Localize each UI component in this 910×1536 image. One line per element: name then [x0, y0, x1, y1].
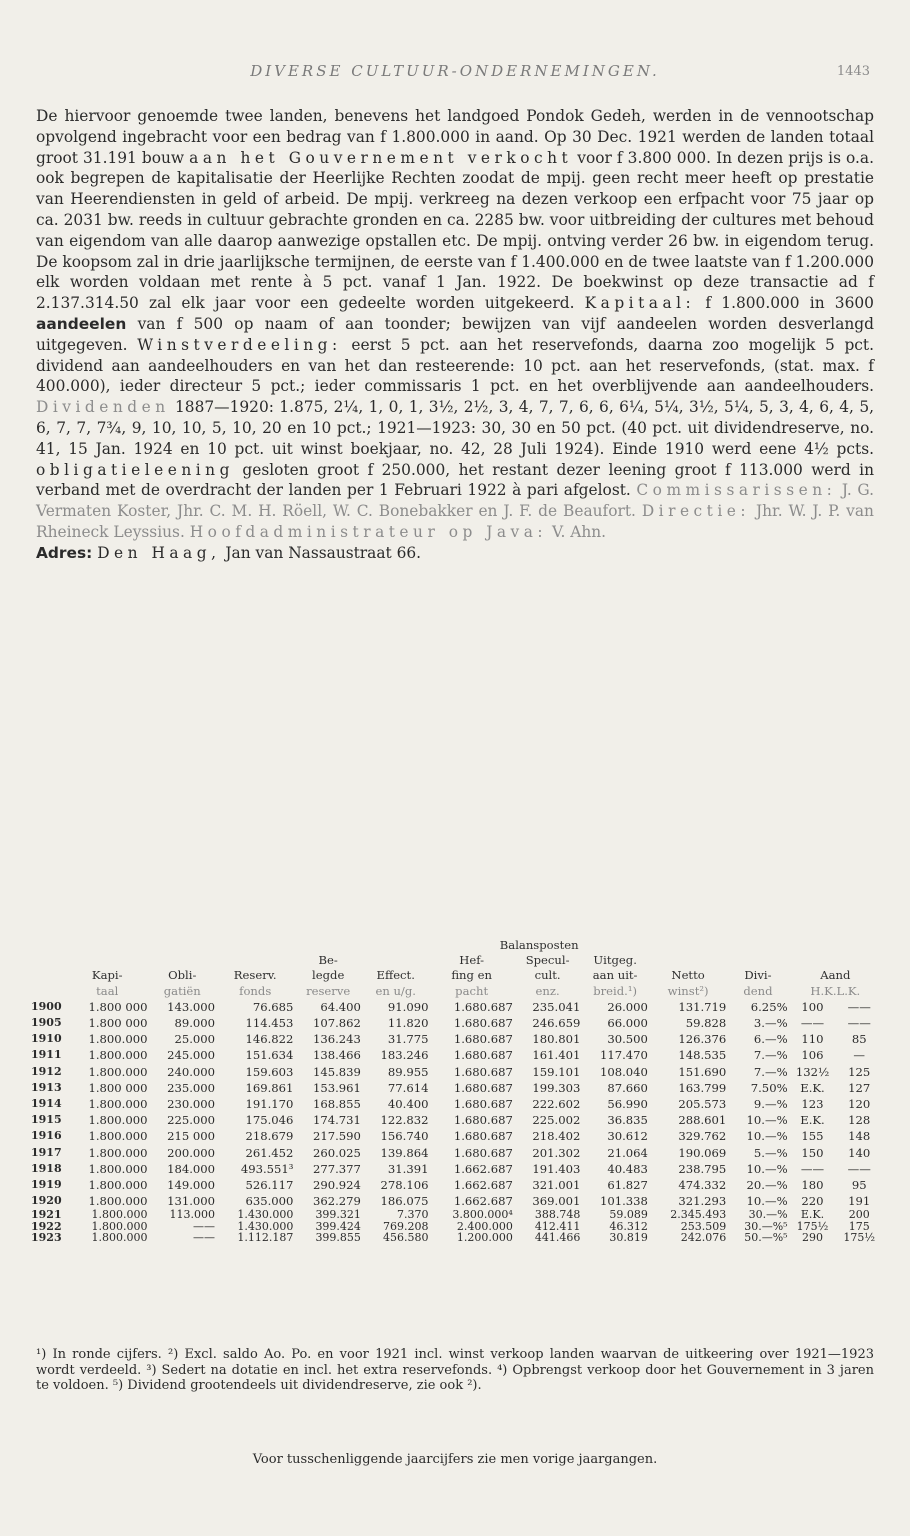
table-cell: 3.800.000⁴: [452, 1208, 513, 1222]
table-cell: 242.076: [680, 1231, 727, 1245]
table-cell: 9.—%: [753, 1097, 788, 1112]
table-cell: 127: [848, 1080, 871, 1095]
year-cell: 1915: [31, 1113, 62, 1127]
year-cell: 1919: [31, 1178, 62, 1192]
table-cell: 122.832: [380, 1113, 429, 1128]
table-cell: 153.961: [312, 1080, 361, 1095]
section-label-winstverdeeling: Winstverdeeling:: [137, 335, 342, 354]
table-header: [30, 938, 882, 999]
footnotes: [36, 1347, 874, 1394]
table-cell: 10.—%: [746, 1129, 788, 1144]
header-cell: [30, 953, 66, 968]
table-cell: 20.—%: [746, 1178, 788, 1193]
table-cell: 222.602: [532, 1097, 581, 1112]
section-label-hoofdadministrateur: Hoofdadministrateur op Java:: [189, 522, 548, 541]
header-cell: cult.: [534, 968, 561, 983]
table-cell: 125: [848, 1064, 871, 1079]
table-cell: 1.662.687: [453, 1161, 513, 1176]
table-cell: 149.000: [167, 1178, 216, 1193]
address-city: Den Haag,: [97, 543, 221, 562]
table-cell: 106: [801, 1048, 824, 1063]
header-cell: pacht: [455, 983, 489, 998]
year-cell: 1914: [31, 1097, 62, 1111]
table-cell: 217.590: [312, 1129, 361, 1144]
table-cell: 2.400.000: [456, 1219, 513, 1233]
table-cell: 1.680.687: [453, 1080, 513, 1095]
address-label: Adres:: [36, 543, 93, 562]
text-segment: J. G. Vermaten Koster, Jhr. C. M. H. Röell, W. C. Bonebakker en J. F. de Beaufort.: [36, 481, 874, 521]
header-row: [30, 968, 882, 983]
year-cell: 1916: [31, 1129, 62, 1143]
header-cell: Obli-: [168, 968, 197, 983]
table-cell: 225.000: [167, 1113, 216, 1128]
spaced-phrase: aan het Gouvernement verkocht: [189, 148, 573, 167]
header-cell: [649, 938, 882, 953]
table-cell: ——: [800, 1016, 825, 1031]
description-paragraph: [36, 106, 874, 564]
header-cell: [789, 953, 882, 968]
company-description: [36, 106, 874, 564]
table-cell: 1.800 000: [88, 999, 148, 1014]
table-cell: 199.303: [532, 1080, 581, 1095]
table-cell: 30.612: [607, 1129, 648, 1144]
header-cell: fing en: [451, 968, 492, 983]
header-cell: H.K.L.K.: [810, 983, 861, 998]
table-cell: —: [853, 1048, 865, 1063]
table-cell: 89.955: [387, 1064, 429, 1079]
table-cell: ——: [193, 1219, 216, 1233]
table-cell: 148: [848, 1129, 871, 1144]
header-cell: Be-: [318, 953, 338, 968]
table-cell: 36.835: [607, 1113, 648, 1128]
table-cell: 120: [848, 1097, 871, 1112]
table-cell: 30.819: [609, 1231, 648, 1245]
table-cell: 175½: [843, 1231, 876, 1245]
table-cell: 238.795: [678, 1161, 727, 1176]
header-cell: Specul-: [525, 953, 570, 968]
table-cell: 175½: [796, 1219, 829, 1233]
table-cell: 1.800.000: [88, 1097, 148, 1112]
running-title: DIVERSE CULTUUR-ONDERNEMINGEN.: [250, 62, 660, 80]
table-cell: 1.680.687: [453, 1097, 513, 1112]
table-cell: 30.500: [607, 1032, 648, 1047]
table-cell: 7.370: [396, 1208, 429, 1222]
table-cell: 493.551³: [240, 1161, 294, 1176]
table-cell: 151.690: [678, 1064, 727, 1079]
table-cell: 174.731: [312, 1113, 361, 1128]
table-cell: 1.680.687: [453, 1129, 513, 1144]
header-cell: Kapi-: [91, 968, 123, 983]
table-cell: 1.662.687: [453, 1194, 513, 1209]
table-cell: 10.—%: [746, 1194, 788, 1209]
table-cell: 110: [801, 1032, 824, 1047]
table-cell: 123: [801, 1097, 824, 1112]
text-segment: eerst 5 pct. aan het reservefonds, daarna zoo mogelijk 5 pct. dividend aan aandeelhouders en van het dan resteerende: 10 pct. aan het reservefonds, (stat. max. f 400.000), ieder directeur 5 pct.; ieder commissaris 1 pct. en het overblijvende aan aandeelhouders.: [36, 335, 874, 396]
table-cell: 7.—%: [753, 1064, 788, 1079]
table-cell: 156.740: [380, 1129, 429, 1144]
table-cell: 113.000: [169, 1208, 216, 1222]
table-row: [30, 1031, 882, 1047]
text-segment: De hiervoor genoemde twee landen, benevens het landgoed Pondok Gedeh, werden in de vennootschap opvolgend ingebracht voor een bedrag van f 1.800.000 in aand. Op 30 Dec. 1921 werden de landen totaal groot 31.191 bouw: [36, 107, 874, 167]
header-cell: [649, 953, 727, 968]
table-cell: 7.—%: [753, 1048, 788, 1063]
table-cell: 25.000: [174, 1032, 216, 1047]
table-cell: 2.345.493: [670, 1208, 727, 1222]
year-cell: 1921: [31, 1208, 62, 1222]
text-segment: Jhr. W. J. P. van Rheineck Leyssius.: [36, 502, 874, 541]
table-cell: 30.—%⁵: [744, 1219, 788, 1233]
table-cell: 1.680.687: [453, 1145, 513, 1160]
table-cell: 1.800.000: [88, 1113, 148, 1128]
header-cell: [216, 953, 294, 968]
table-cell: 117.470: [599, 1048, 648, 1063]
table-cell: 277.377: [312, 1161, 361, 1176]
table-row: [30, 1096, 882, 1112]
table-cell: 168.855: [312, 1097, 361, 1112]
table-cell: 526.117: [245, 1178, 294, 1193]
table-cell: 191.403: [532, 1161, 581, 1176]
table-cell: 1.800.000: [88, 1178, 148, 1193]
header-cell: Hef-: [459, 953, 485, 968]
table-cell: 76.685: [252, 999, 294, 1014]
table-cell: 474.332: [678, 1178, 727, 1193]
table-cell: ——: [847, 999, 871, 1014]
table-cell: 46.312: [609, 1219, 648, 1233]
table-cell: 101.338: [599, 1194, 648, 1209]
table-cell: 290: [802, 1231, 823, 1245]
table-cell: 126.376: [678, 1032, 727, 1047]
header-cell: fonds: [239, 983, 272, 998]
header-cell: taal: [96, 983, 119, 998]
header-cell: [30, 938, 429, 953]
table-cell: 161.401: [532, 1048, 581, 1063]
table-cell: 30.—%: [748, 1208, 788, 1222]
table-cell: 89.000: [174, 1016, 216, 1031]
year-cell: 1913: [31, 1080, 62, 1094]
table-cell: 21.064: [607, 1145, 648, 1160]
section-label-directie: Directie:: [641, 502, 751, 521]
year-cell: 1905: [31, 1016, 62, 1030]
table-cell: 260.025: [312, 1145, 361, 1160]
table-cell: 1.200.000: [456, 1231, 513, 1245]
table-cell: 163.799: [678, 1080, 727, 1095]
table-cell: 399.855: [315, 1231, 361, 1245]
table-cell: 61.827: [607, 1178, 648, 1193]
table-cell: 40.483: [607, 1161, 648, 1176]
table-cell: 218.679: [245, 1129, 294, 1144]
year-cell: 1910: [31, 1032, 62, 1046]
table-cell: 100: [801, 999, 824, 1014]
table-cell: 175: [848, 1219, 870, 1233]
balance-table-container: [30, 938, 882, 1244]
header-cell: enz.: [535, 983, 560, 998]
table-cell: 278.106: [380, 1178, 429, 1193]
table-cell: 6.25%: [750, 999, 788, 1014]
table-cell: 136.243: [312, 1032, 361, 1047]
section-label-obligatieleening: obligatieleening: [36, 460, 234, 479]
table-cell: 635.000: [245, 1194, 294, 1209]
table-cell: 1.800.000: [88, 1064, 148, 1079]
table-cell: 245.000: [167, 1048, 216, 1063]
table-cell: ——: [847, 1161, 871, 1176]
table-cell: 201.302: [532, 1145, 581, 1160]
text-segment: f 1.800.000 in 3600: [705, 294, 874, 313]
table-cell: 159.101: [532, 1064, 581, 1079]
text-segment: gesloten groot f 250.000, het restant dezer leening groot f 113.000 werd in verband met de overdracht der landen per 1 Februari 1922 à pari afgelost.: [36, 460, 874, 500]
table-cell: 150: [801, 1145, 824, 1160]
running-header: [0, 62, 910, 86]
table-cell: 107.862: [312, 1016, 361, 1031]
header-cell: aan uit-: [592, 968, 638, 983]
table-cell: 321.293: [678, 1194, 727, 1209]
table-cell: 288.601: [678, 1113, 727, 1128]
table-cell: 205.573: [678, 1097, 727, 1112]
table-cell: 143.000: [167, 999, 216, 1014]
table-cell: 1.680.687: [453, 999, 513, 1014]
table-cell: 146.822: [245, 1032, 294, 1047]
page-number: 1443: [836, 64, 870, 79]
table-cell: 145.839: [312, 1064, 361, 1079]
table-cell: 95: [851, 1178, 867, 1193]
header-cell: legde: [312, 968, 345, 983]
table-cell: 290.924: [312, 1178, 361, 1193]
table-cell: 180: [801, 1178, 824, 1193]
table-cell: 388.748: [534, 1208, 581, 1222]
table-cell: 230.000: [167, 1097, 216, 1112]
table-row: [30, 1064, 882, 1080]
table-cell: 1.800 000: [88, 1080, 148, 1095]
table-cell: 5.—%: [753, 1145, 788, 1160]
table-cell: 399.321: [315, 1208, 361, 1222]
table-cell: E.K.: [800, 1080, 825, 1095]
table-cell: 148.535: [678, 1048, 727, 1063]
table-cell: 56.990: [607, 1097, 648, 1112]
header-cell: Effect.: [376, 968, 415, 983]
table-cell: 59.089: [609, 1208, 648, 1222]
table-cell: 138.466: [312, 1048, 361, 1063]
table-row: [30, 1080, 882, 1096]
year-cell: 1918: [31, 1161, 62, 1175]
table-cell: 186.075: [380, 1194, 429, 1209]
table-cell: 11.820: [387, 1016, 429, 1031]
table-cell: 215 000: [167, 1129, 216, 1144]
table-row: [30, 1015, 882, 1031]
table-cell: 412.411: [534, 1219, 581, 1233]
table-cell: 369.001: [532, 1194, 581, 1209]
header-cell: Netto: [671, 968, 705, 983]
table-cell: ——: [847, 1016, 871, 1031]
table-cell: 1.800.000: [88, 1129, 148, 1144]
table-cell: 10.—%: [746, 1113, 788, 1128]
header-row: [30, 984, 882, 999]
section-label-commissarissen: Commissarissen:: [636, 481, 837, 500]
table-cell: 362.279: [312, 1194, 361, 1209]
table-cell: 1.800.000: [91, 1231, 148, 1245]
table-cell: 190.069: [678, 1145, 727, 1160]
table-cell: 1.680.687: [453, 1048, 513, 1063]
table-cell: 3.—%: [753, 1016, 788, 1031]
table-cell: 139.864: [380, 1145, 429, 1160]
header-cell: reserve: [306, 983, 351, 998]
table-cell: 220: [801, 1194, 824, 1209]
table-row: [30, 1128, 882, 1144]
table-cell: 108.040: [599, 1064, 648, 1079]
footnote-text: ¹) In ronde cijfers. ²) Excl. saldo Ao. Po. en voor 1921 incl. winst verkoop landen waarvan de uitkeering over 1921—1923 wordt verdeeld. ³) Sedert na dotatie en incl. het extra reservefonds. ⁴) Opbrengst verkoop door het Gouvernement in 3 jaren te voldoen. ⁵) Dividend grootendeels uit dividendreserve, zie ook ²).: [36, 1347, 874, 1394]
table-cell: 1.680.687: [453, 1032, 513, 1047]
table-cell: 59.828: [685, 1016, 727, 1031]
table-cell: 1.800 000: [88, 1016, 148, 1031]
table-cell: 1.800.000: [88, 1032, 148, 1047]
header-row: [30, 938, 882, 953]
table-cell: 1.680.687: [453, 1016, 513, 1031]
closing-note: Voor tusschenliggende jaarcijfers zie men vorige jaargangen.: [252, 1452, 658, 1467]
bold-term-aandeelen: aandeelen: [36, 314, 127, 333]
table-cell: 235.041: [532, 999, 581, 1014]
table-cell: 151.634: [245, 1048, 294, 1063]
table-cell: 131.719: [678, 999, 727, 1014]
table-cell: 456.580: [382, 1231, 429, 1245]
table-cell: 240.000: [167, 1064, 216, 1079]
table-cell: 85: [851, 1032, 867, 1047]
table-cell: 225.002: [532, 1113, 581, 1128]
table-cell: 200.000: [167, 1145, 216, 1160]
table-cell: 64.400: [320, 999, 361, 1014]
table-cell: 246.659: [532, 1016, 581, 1031]
address-street: Jan van Nassaustraat 66.: [225, 543, 422, 562]
year-cell: 1912: [31, 1064, 62, 1078]
header-cell: [30, 968, 66, 983]
table-cell: 1.800.000: [91, 1219, 148, 1233]
table-cell: 183.246: [380, 1048, 429, 1063]
table-row: [30, 1112, 882, 1128]
year-cell: 1900: [31, 999, 62, 1013]
table-cell: 10.—%: [746, 1161, 788, 1176]
section-label-kapitaal: Kapitaal:: [584, 294, 696, 313]
table-cell: 1.662.687: [453, 1178, 513, 1193]
table-cell: 1.800.000: [88, 1161, 148, 1176]
table-cell: 180.801: [532, 1032, 581, 1047]
table-cell: 321.001: [532, 1178, 581, 1193]
header-cell: breid.¹): [593, 983, 638, 998]
header-cell: Aand: [820, 968, 851, 983]
table-cell: 1.430.000: [237, 1219, 294, 1233]
table-cell: 169.861: [245, 1080, 294, 1095]
table-cell: 769.208: [382, 1219, 429, 1233]
table-cell: 7.50%: [750, 1080, 788, 1095]
table-cell: 261.452: [245, 1145, 294, 1160]
table-cell: 399.424: [315, 1219, 361, 1233]
table-cell: 91.090: [387, 999, 429, 1014]
table-cell: 1.680.687: [453, 1113, 513, 1128]
table-cell: 26.000: [607, 999, 648, 1014]
table-cell: 40.400: [387, 1097, 429, 1112]
text-segment: van f 500 op naam of aan toonder; bewijzen van vijf aandeelen worden desverlangd uitgegeven.: [36, 314, 874, 354]
table-row: [30, 1232, 882, 1244]
header-cell: gatiën: [163, 983, 201, 998]
header-cell: [727, 953, 788, 968]
header-cell: [66, 953, 148, 968]
table-cell: 87.660: [607, 1080, 648, 1095]
table-cell: 218.402: [532, 1129, 581, 1144]
table-cell: 31.775: [387, 1032, 429, 1047]
table-row: [30, 1161, 882, 1177]
table-cell: 1.800.000: [88, 1194, 148, 1209]
year-cell: 1923: [31, 1231, 62, 1245]
table-cell: E.K.: [800, 1208, 825, 1222]
table-cell: 77.614: [387, 1080, 429, 1095]
table-cell: 114.453: [245, 1016, 294, 1031]
table-cell: 1.430.000: [237, 1208, 294, 1222]
table-cell: 66.000: [607, 1016, 648, 1031]
table-cell: 6.—%: [753, 1032, 788, 1047]
table-row: [30, 1193, 882, 1209]
table-cell: 31.391: [387, 1161, 429, 1176]
table-cell: 1.800.000: [88, 1145, 148, 1160]
table-cell: 329.762: [678, 1129, 727, 1144]
table-cell: 253.509: [680, 1219, 727, 1233]
table-cell: 1.680.687: [453, 1064, 513, 1079]
header-cell: dend: [743, 983, 773, 998]
year-cell: 1920: [31, 1194, 62, 1208]
balance-sheet-table: [30, 938, 882, 1244]
table-body: [30, 999, 882, 1244]
header-cell: Uitgeg.: [593, 953, 637, 968]
text-segment: voor f 3.800 000. In dezen prijs is o.a. ook begrepen de kapitalisatie der Heerlijke Rechten zoodat de mpij. geen recht meer heeft op prestatie van Heerendiensten in geld of arbeid. De mpij. verkreeg na dezen verkoop een erfpacht voor 75 jaar op ca. 2031 bw. reeds in cultuur gebrachte gronden en ca. 2285 bw. voor uitbreiding der cultures met behoud van eigendom van alle daarop aanwezige opstallen etc. De mpij. ontving verder 26 bw. in eigendom terug. De koopsom zal in drie jaarlijksche termijnen, de eerste van f 1.400.000 en de twee laatste van f 1.200.000 elk worden voldaan met rente à 5 pct. vanaf 1 Jan. 1922. De boekwinst op deze transactie ad f 2.137.314.50 zal elk jaar voor een gedeelte worden uitgekeerd.: [36, 148, 874, 313]
header-cell: Divi-: [744, 968, 772, 983]
header-cell: winst²): [667, 983, 709, 998]
year-cell: 1917: [31, 1145, 62, 1159]
text-segment: 1887—1920: 1.875, 2¼, 1, 0, 1, 3½, 2½, 3, 4, 7, 7, 6, 6, 6¼, 5¼, 3½, 5¼, 5, 3, 4, 6, 4, 5, 6, 7, 7, 7¾, 9, 10, 10, 5, 10, 20 en 10 pct.; 1921—1923: 30, 30 en 50 pct. (40 pct. uit dividendreserve, no. 41, 15 Jan. 1924 en 10 pct. uit winst boekjaar, no. 42, 28 Juli 1924). Einde 1910 werd eene 4½ pcts.: [36, 398, 875, 458]
table-row: [30, 999, 882, 1015]
header-row: [30, 953, 882, 968]
header-cell: Balansposten: [499, 938, 579, 952]
table-cell: 155: [801, 1129, 824, 1144]
table-cell: 140: [848, 1145, 871, 1160]
text-segment: V. Ahn.: [552, 522, 607, 541]
table-row: [30, 1047, 882, 1063]
table-cell: 184.000: [167, 1161, 216, 1176]
header-cell: [148, 953, 216, 968]
header-cell: en u/g.: [375, 983, 416, 998]
table-cell: 159.603: [245, 1064, 294, 1079]
table-row: [30, 1177, 882, 1193]
year-cell: 1922: [31, 1219, 62, 1233]
year-cell: 1911: [31, 1048, 62, 1062]
header-cell: [30, 984, 66, 999]
table-cell: 50.—%⁵: [744, 1231, 788, 1245]
section-label-dividenden: Dividenden: [36, 398, 170, 417]
table-cell: 441.466: [534, 1231, 581, 1245]
table-row: [30, 1145, 882, 1161]
table-cell: 235.000: [167, 1080, 216, 1095]
table-cell: 191: [848, 1194, 871, 1209]
table-cell: 131.000: [167, 1194, 216, 1209]
header-cell: [362, 953, 430, 968]
table-cell: 132½: [795, 1064, 830, 1079]
table-cell: 1.112.187: [237, 1231, 294, 1245]
table-cell: 128: [848, 1113, 871, 1128]
table-cell: ——: [193, 1231, 216, 1245]
table-cell: ——: [800, 1161, 825, 1176]
table-cell: 191.170: [245, 1097, 294, 1112]
header-cell: Reserv.: [233, 968, 277, 983]
table-cell: 1.800.000: [88, 1048, 148, 1063]
table-cell: E.K.: [800, 1113, 825, 1128]
table-cell: 200: [848, 1208, 870, 1222]
table-cell: 175.046: [245, 1113, 294, 1128]
table-cell: 1.800.000: [91, 1208, 148, 1222]
